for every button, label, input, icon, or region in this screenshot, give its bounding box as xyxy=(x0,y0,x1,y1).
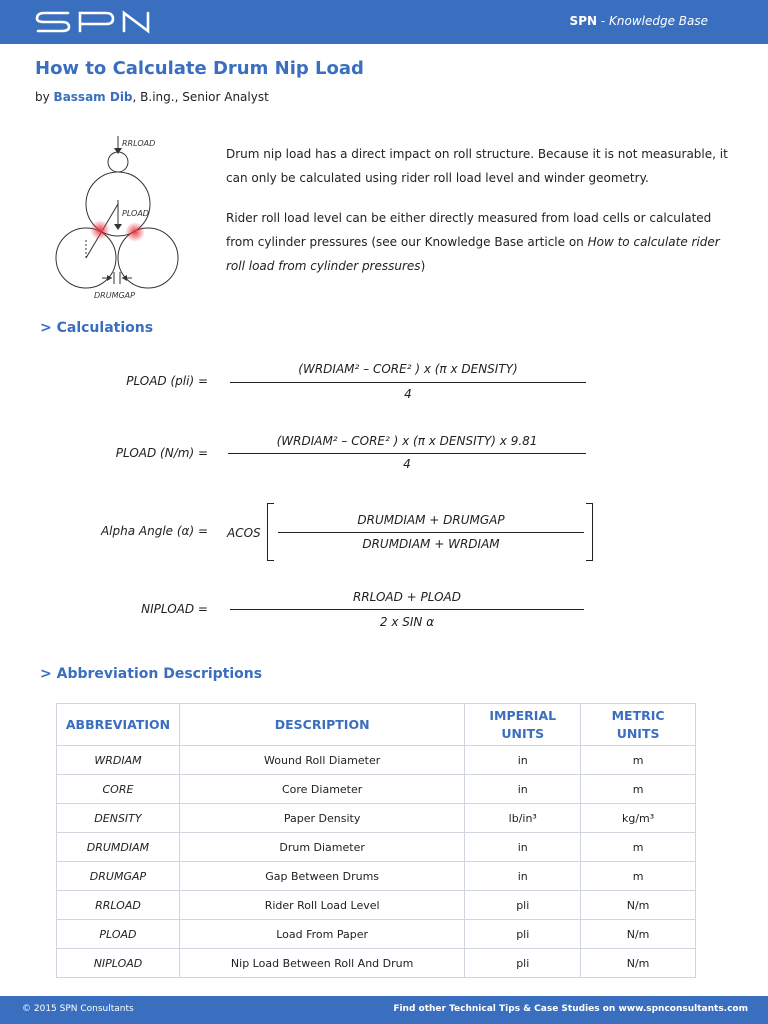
cell-abbreviation: DRUMGAP xyxy=(57,862,180,891)
author-link[interactable]: Bassam Dib xyxy=(53,90,133,104)
header-section-title xyxy=(570,14,708,28)
table-row xyxy=(57,775,696,804)
cell-abbreviation: DENSITY xyxy=(57,804,180,833)
table-row xyxy=(57,746,696,775)
cell-abbreviation: DRUMDIAM xyxy=(57,833,180,862)
cell-description: Load From Paper xyxy=(179,920,464,949)
table-row xyxy=(57,891,696,920)
page-title: How to Calculate Drum Nip Load xyxy=(35,58,364,79)
cell-description: Core Diameter xyxy=(179,775,464,804)
equation-alpha-label: Alpha Angle (α) = xyxy=(100,524,208,538)
cell-metric-unit: m xyxy=(581,775,696,804)
equation-pload-pli-fraction-bar xyxy=(230,382,586,383)
right-bracket xyxy=(586,503,593,561)
equation-pload-nm-numerator: (WRDIAM² – CORE² ) x (π x DENSITY) x 9.81 xyxy=(276,434,538,448)
cell-imperial-unit: pli xyxy=(465,920,581,949)
column-header-metric-units: METRIC UNITS xyxy=(581,704,696,746)
cell-imperial-unit: in xyxy=(465,746,581,775)
footer-bar xyxy=(0,996,768,1024)
equation-alpha-denominator: DRUMDIAM + WRDIAM xyxy=(362,537,500,551)
cell-metric-unit: m xyxy=(581,833,696,862)
winder-geometry-diagram xyxy=(50,132,200,302)
header-section: Knowledge Base xyxy=(609,14,708,28)
header-bar xyxy=(0,0,768,44)
table-row xyxy=(57,804,696,833)
footer-copyright: © 2015 SPN Consultants xyxy=(22,1004,134,1014)
cell-imperial-unit: in xyxy=(465,775,581,804)
equation-pload-pli-denominator: 4 xyxy=(404,387,412,401)
table-row xyxy=(57,833,696,862)
section-heading-calculations: > Calculations xyxy=(40,320,154,336)
cell-description: Paper Density xyxy=(179,804,464,833)
equation-nipload-numerator: RRLOAD + PLOAD xyxy=(352,590,462,604)
equation-pload-nm-label: PLOAD (N/m) = xyxy=(115,446,208,460)
diagram-label-pload: PLOAD xyxy=(122,209,149,218)
column-header-description: DESCRIPTION xyxy=(179,704,464,746)
byline xyxy=(35,90,269,104)
header-separator: - xyxy=(597,14,609,28)
cell-metric-unit: N/m xyxy=(581,920,696,949)
spn-logo xyxy=(34,9,158,35)
left-bracket xyxy=(267,503,274,561)
cell-abbreviation: NIPLOAD xyxy=(57,949,180,978)
column-header-imperial-units: IMPERIAL UNITS xyxy=(465,704,581,746)
equation-alpha-acos: ACOS xyxy=(227,526,261,540)
cell-abbreviation: WRDIAM xyxy=(57,746,180,775)
intro-text xyxy=(226,142,736,294)
cell-metric-unit: m xyxy=(581,746,696,775)
abbreviation-table xyxy=(56,703,696,978)
cell-abbreviation: PLOAD xyxy=(57,920,180,949)
cell-description: Gap Between Drums xyxy=(179,862,464,891)
table-row xyxy=(57,949,696,978)
byline-suffix: , B.ing., Senior Analyst xyxy=(132,90,269,104)
cell-imperial-unit: in xyxy=(465,862,581,891)
rider-roll-article-link[interactable]: How to calculate rider roll load from cylinder pressures xyxy=(226,235,720,273)
intro-paragraph-1: Drum nip load has a direct impact on roll structure. Because it is not measurable, it can only be calculated using rider roll load level and winder geometry. xyxy=(226,147,728,185)
table-row xyxy=(57,862,696,891)
diagram-label-drumgap: DRUMGAP xyxy=(94,291,135,300)
cell-metric-unit: kg/m³ xyxy=(581,804,696,833)
cell-imperial-unit: in xyxy=(465,833,581,862)
rider-roll-circle xyxy=(108,152,128,172)
cell-imperial-unit: pli xyxy=(465,949,581,978)
column-header-abbreviation: ABBREVIATION xyxy=(57,704,180,746)
front-nip-highlight xyxy=(90,220,110,240)
byline-prefix: by xyxy=(35,90,54,104)
equation-nipload-denominator: 2 x SIN α xyxy=(379,615,435,629)
equation-nipload-label: NIPLOAD = xyxy=(141,602,208,616)
cell-imperial-unit: pli xyxy=(465,891,581,920)
cell-description: Rider Roll Load Level xyxy=(179,891,464,920)
equation-nipload-fraction-bar xyxy=(230,609,584,610)
rrload-arrow-icon xyxy=(114,148,122,154)
cell-imperial-unit: lb/in³ xyxy=(465,804,581,833)
cell-description: Nip Load Between Roll And Drum xyxy=(179,949,464,978)
rear-nip-highlight xyxy=(125,222,145,242)
table-row xyxy=(57,920,696,949)
pload-arrow-icon xyxy=(114,224,122,230)
cell-metric-unit: N/m xyxy=(581,949,696,978)
equation-alpha-fraction-bar xyxy=(278,532,584,533)
equation-pload-pli-numerator: (WRDIAM² – CORE² ) x (π x DENSITY) xyxy=(298,362,518,376)
cell-description: Drum Diameter xyxy=(179,833,464,862)
cell-metric-unit: N/m xyxy=(581,891,696,920)
intro-paragraph-2: Rider roll load level can be either directly measured from load cells or calculated from cylinder pressures (see our Knowledge Base article on How to calculate rider roll load from cylinder pressures) xyxy=(226,211,720,273)
footer-website-link[interactable]: Find other Technical Tips & Case Studies on www.spnconsultants.com xyxy=(393,1004,748,1014)
diagram-label-rrload: RRLOAD xyxy=(122,139,156,148)
section-heading-abbreviations: > Abbreviation Descriptions xyxy=(40,666,263,682)
cell-description: Wound Roll Diameter xyxy=(179,746,464,775)
equation-pload-pli-label: PLOAD (pli) = xyxy=(126,374,208,388)
equation-pload-nm-fraction-bar xyxy=(228,453,586,454)
table-header-row xyxy=(57,704,696,746)
header-brand: SPN xyxy=(569,14,598,28)
cell-abbreviation: CORE xyxy=(57,775,180,804)
equation-alpha-numerator: DRUMDIAM + DRUMGAP xyxy=(357,513,505,527)
cell-abbreviation: RRLOAD xyxy=(57,891,180,920)
equation-pload-nm-denominator: 4 xyxy=(403,457,411,471)
cell-metric-unit: m xyxy=(581,862,696,891)
